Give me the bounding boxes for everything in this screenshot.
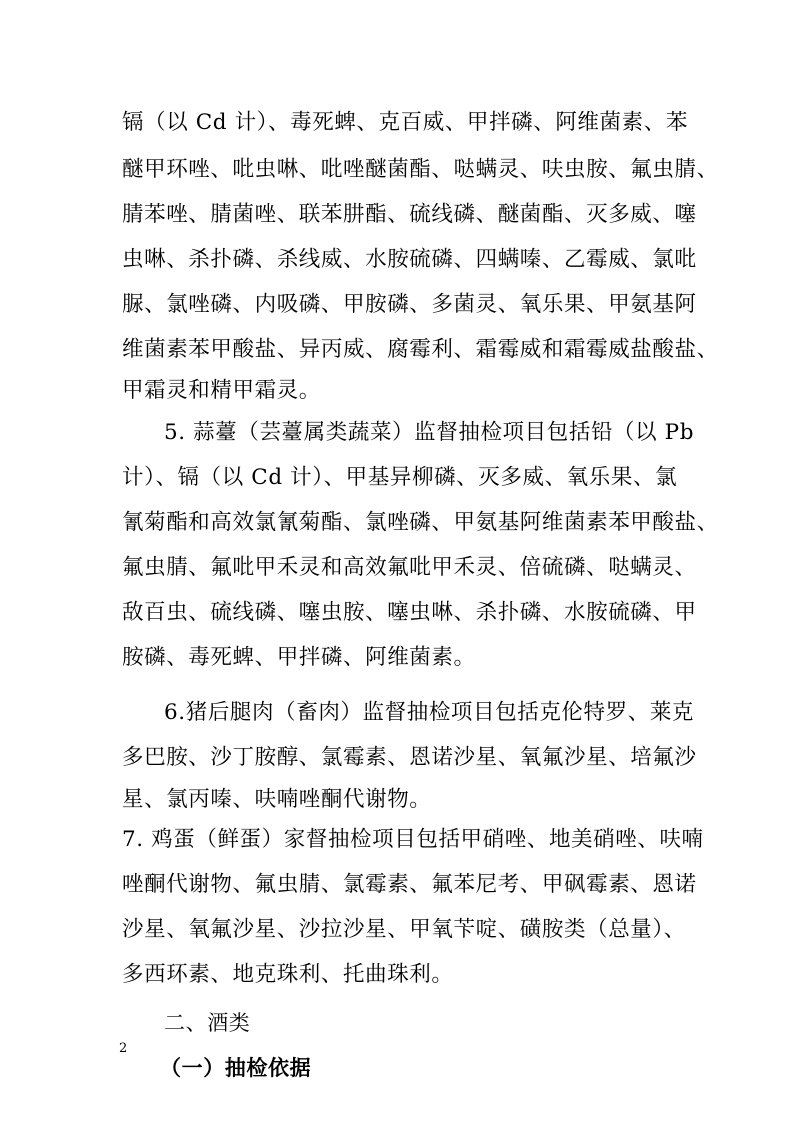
body-line: 醚甲环唑、吡虫啉、吡唑醚菌酯、哒螨灵、呋虫胺、氟虫腈、 <box>122 157 719 182</box>
body-line: 计）、镉（以 Cd 计）、甲基异柳磷、灭多威、氧乐果、氯 <box>122 465 678 490</box>
item-6-first-line: 6.猪后腿肉（畜肉）监督抽检项目包括克伦特罗、莱克 <box>164 700 695 725</box>
body-line: 胺磷、毒死蜱、甲拌磷、阿维菌素。 <box>122 645 476 670</box>
body-line: 多巴胺、沙丁胺醇、氯霉素、恩诺沙星、氧氟沙星、培氟沙 <box>122 745 697 770</box>
body-line: 维菌素苯甲酸盐、异丙威、腐霉利、霜霉威和霜霉威盐酸盐、 <box>122 337 719 362</box>
body-line: 氟虫腈、氟吡甲禾灵和高效氟吡甲禾灵、倍硫磷、哒螨灵、 <box>122 555 697 580</box>
body-line: 虫啉、杀扑磷、杀线威、水胺硫磷、四螨嗪、乙霉威、氯吡 <box>122 247 697 272</box>
body-line: 腈苯唑、腈菌唑、联苯肼酯、硫线磷、醚菌酯、灭多威、噻 <box>122 202 697 227</box>
subsection-heading: （一）抽检依据 <box>160 1056 312 1080</box>
body-line: 镉（以 Cd 计）、毒死蜱、克百威、甲拌磷、阿维菌素、苯 <box>122 110 688 135</box>
item-5-first-line: 5. 蒜薹（芸薹属类蔬菜）监督抽检项目包括铅（以 Pb <box>164 420 695 445</box>
body-line: 甲霜灵和精甲霜灵。 <box>122 378 321 403</box>
body-line: 氰菊酯和高效氯氰菊酯、氯唑磷、甲氨基阿维菌素苯甲酸盐、 <box>122 510 719 535</box>
body-line: 多西环素、地克珠利、托曲珠利。 <box>122 962 454 987</box>
body-line: 敌百虫、硫线磷、噻虫胺、噻虫啉、杀扑磷、水胺硫磷、甲 <box>122 600 697 625</box>
body-line: 星、氯丙嗪、呋喃唑酮代谢物。 <box>122 787 432 812</box>
item-7-first-line: 7. 鸡蛋（鲜蛋）家督抽检项目包括甲硝唑、地美硝唑、呋喃 <box>122 827 704 852</box>
body-line: 唑酮代谢物、氟虫腈、氯霉素、氟苯尼考、甲砜霉素、恩诺 <box>122 872 697 897</box>
body-line: 沙星、氧氟沙星、沙拉沙星、甲氧苄啶、磺胺类（总量）、 <box>122 917 686 942</box>
page-number: 2 <box>119 1041 128 1056</box>
section-heading: 二、酒类 <box>164 1011 251 1035</box>
body-line: 脲、氯唑磷、内吸磷、甲胺磷、多菌灵、氧乐果、甲氨基阿 <box>122 292 697 317</box>
